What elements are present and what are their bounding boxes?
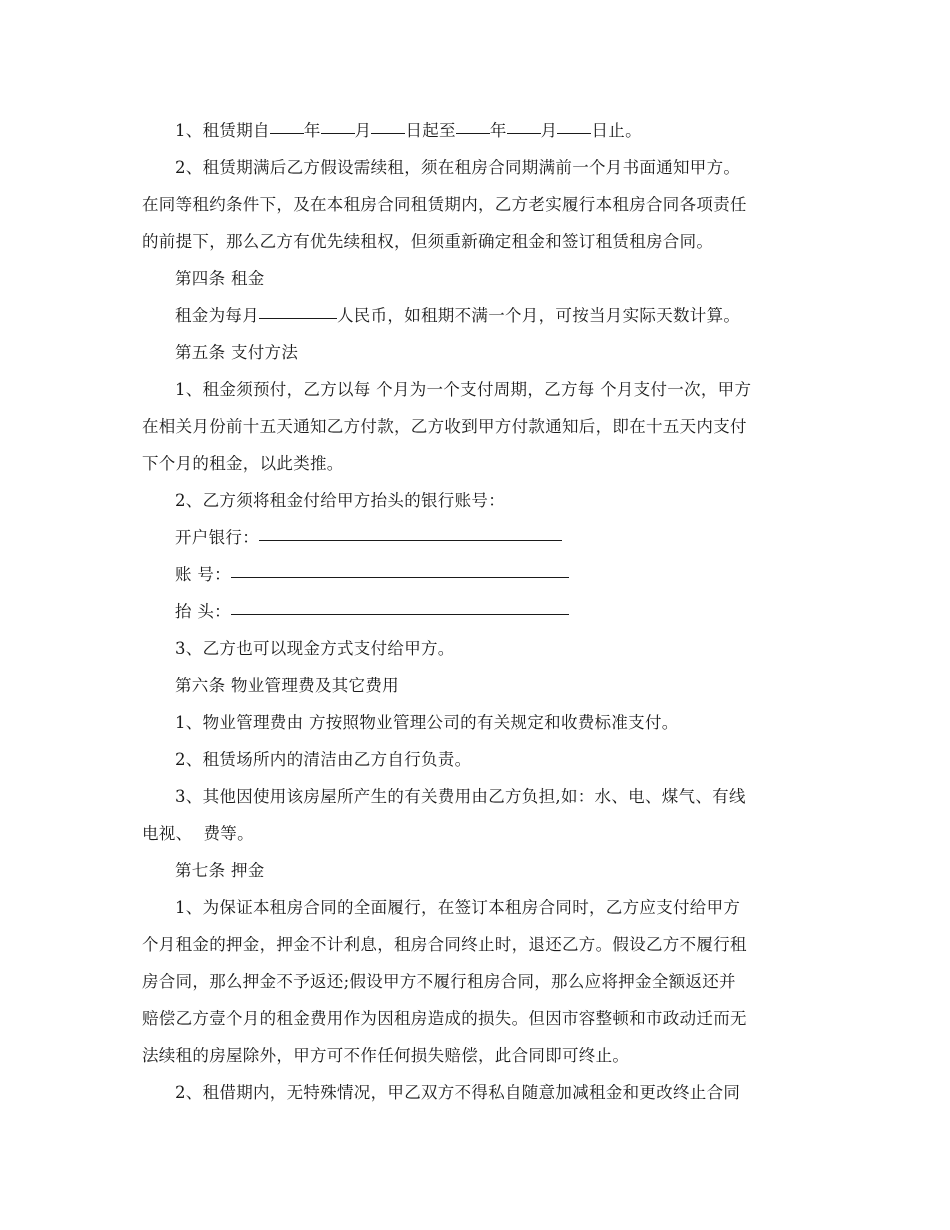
lease-day-label-2: 日止。 (591, 121, 642, 140)
account-number-label: 账 号： (175, 565, 231, 584)
blank-bank-name (259, 539, 562, 541)
payment-item-1-line-1: 1、租金须预付，乙方以每 个月为一个支付周期，乙方每 个月支付一次，甲方 (175, 380, 752, 399)
blank-end-day (557, 132, 591, 134)
blank-start-month (321, 132, 355, 134)
contract-body (142, 112, 814, 1111)
lease-month-label-1: 月 (354, 121, 372, 140)
rent-text-post: 人民币，如租期不满一个月，可按当月实际天数计算。 (337, 306, 741, 325)
article-5-title: 第五条 支付方法 (175, 343, 299, 362)
lease-year-label-2: 年 (489, 121, 507, 140)
payment-item-3: 3、乙方也可以现金方式支付给甲方。 (175, 639, 455, 658)
payee-label: 抬 头： (175, 602, 231, 621)
rent-text-pre: 租金为每月 (175, 306, 259, 325)
payee-row (142, 593, 814, 630)
deposit-item-1-line-4: 赔偿乙方壹个月的租金费用作为因租房造成的损失。但因市容整顿和市政动迁而无 (142, 1009, 747, 1028)
deposit-item-1-line-3: 房合同，那么押金不予返还;假设甲方不履行租房合同，那么应将押金全额返还并 (142, 972, 736, 991)
payment-item-2: 2、乙方须将租金付给甲方抬头的银行账号： (175, 491, 505, 510)
article-4-title: 第四条 租金 (175, 269, 265, 288)
lease-period-clause (142, 112, 814, 149)
lease-month-label-2: 月 (540, 121, 558, 140)
blank-end-month (507, 132, 541, 134)
blank-account-number (231, 576, 569, 578)
blank-end-year (456, 132, 490, 134)
lease-period-prefix: 1、租赁期自 (175, 121, 270, 140)
article-7-title: 第七条 押金 (175, 861, 265, 880)
payment-item-1-line-2: 在相关月份前十五天通知乙方付款，乙方收到甲方付款通知后，即在十五天内支付 (142, 417, 747, 436)
renewal-clause-line-1: 2、租赁期满后乙方假设需续租，须在租房合同期满前一个月书面通知甲方。 (175, 158, 741, 177)
bank-name-label: 开户银行： (175, 528, 259, 547)
deposit-item-1-line-5: 法续租的房屋除外，甲方可不作任何损失赔偿，此合同即可终止。 (142, 1046, 630, 1065)
blank-payee (231, 613, 569, 615)
fees-item-1: 1、物业管理费由 方按照物业管理公司的有关规定和收费标准支付。 (175, 713, 679, 732)
payment-item-1-line-3: 下个月的租金，以此类推。 (142, 454, 344, 473)
renewal-clause-line-2: 在同等租约条件下，及在本租房合同租赁期内，乙方老实履行本租房合同各项责任 (142, 195, 747, 214)
bank-name-row (142, 519, 814, 556)
lease-day-label-1: 日起至 (405, 121, 456, 140)
fees-item-2: 2、租赁场所内的清洁由乙方自行负责。 (175, 750, 472, 769)
account-number-row (142, 556, 814, 593)
deposit-item-1-line-2: 个月租金的押金，押金不计利息，租房合同终止时，退还乙方。假设乙方不履行租 (142, 935, 747, 954)
deposit-item-1-line-1: 1、为保证本租房合同的全面履行，在签订本租房合同时，乙方应支付给甲方 (175, 898, 741, 917)
article-6-title: 第六条 物业管理费及其它费用 (175, 676, 399, 695)
fees-item-3-line-2: 电视、 费等。 (142, 824, 254, 843)
renewal-clause-line-3: 的前提下，那么乙方有优先续租权，但须重新确定租金和签订租赁租房合同。 (142, 232, 714, 251)
lease-year-label-1: 年 (303, 121, 321, 140)
rent-amount-clause (142, 297, 814, 334)
deposit-item-2: 2、租借期内，无特殊情况，甲乙双方不得私自随意加减租金和更改终止合同 (175, 1083, 741, 1102)
blank-rent-amount (259, 317, 337, 319)
blank-start-day (371, 132, 405, 134)
fees-item-3-line-1: 3、其他因使用该房屋所产生的有关费用由乙方负担,如：水、电、煤气、有线 (175, 787, 746, 806)
blank-start-year (270, 132, 304, 134)
